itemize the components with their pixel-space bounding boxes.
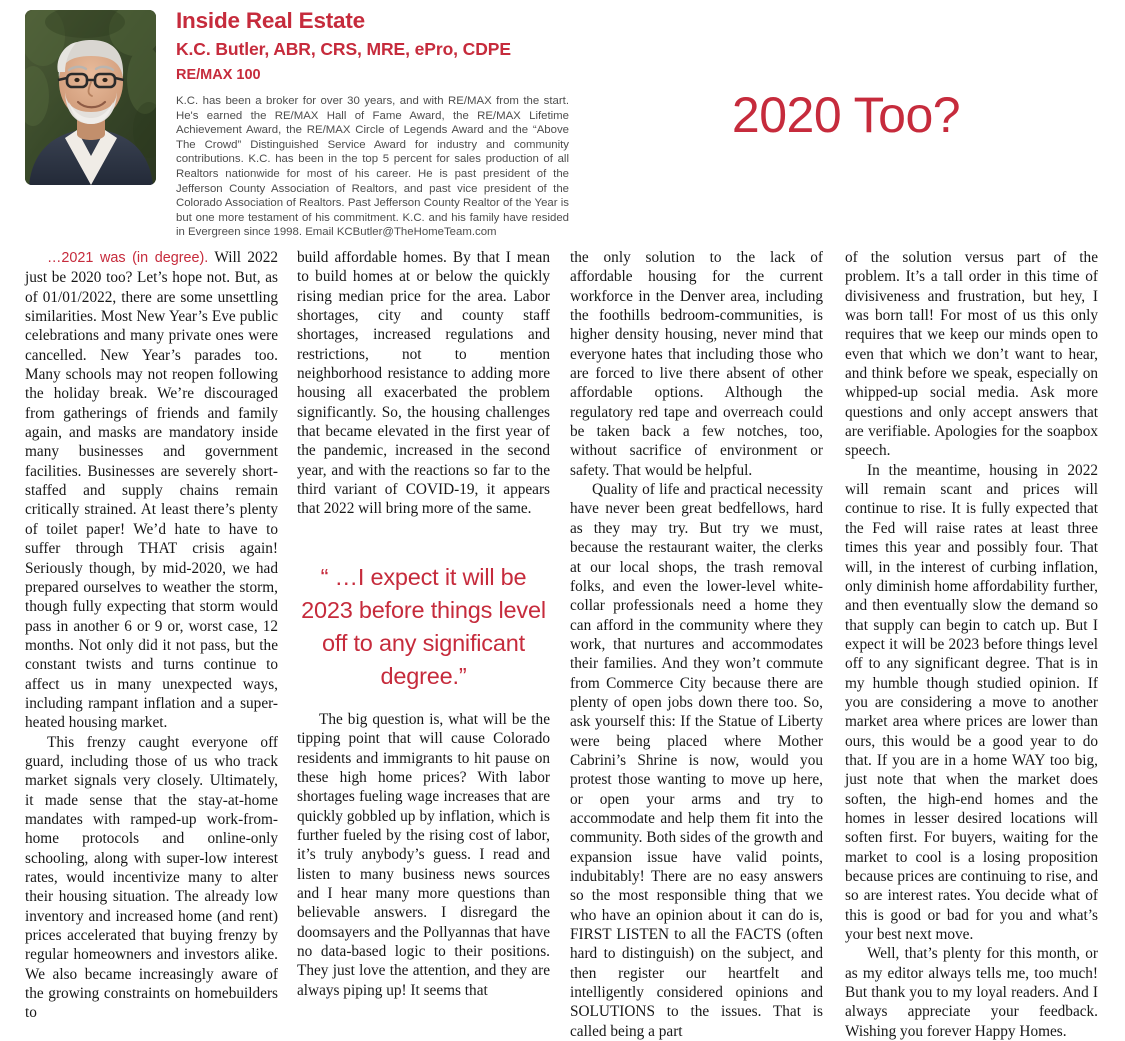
column-3 [570,248,823,1040]
column-4 [845,248,1098,1040]
lead-in-text: …2021 was (in degree). [47,250,209,266]
article-headline: 2020 Too? [731,87,961,143]
paragraph [25,248,278,733]
column-1 [25,248,278,1022]
pullquote-spacer-top [297,519,550,541]
paragraph-text: Will 2022 just be 2020 too? Let’s hope not. But, as of 01/01/2022, there are some unsettling similarities. Most New Year’s Eve public celebrations and many private ones were cancelled. New Year’s parades too. Many schools may not reopen following the holiday break. We’re discouraged from gatherings of friends and family again, and masks are mandatory inside many businesses and government facilities. Businesses are severely short-staffed and supply chains remain critically strained. At least there’s plenty of toilet paper! We’d hate to have to suffer through THAT crisis again! Seriously though, by mid-2020, we had prepared ourselves to weather the storm, though fully expecting that storm would pass in another 6 or 9 or, worst case, 12 months. Not only did it not pass, but the constant twists and turns continue to affect us in many unexpected ways, including rampant inflation and a super-heated housing market. [25,249,278,732]
brokerage-name: RE/MAX 100 [176,67,261,83]
agent-bio [176,94,569,240]
agent-bio-text: K.C. has been a broker for over 30 years, and with RE/MAX from the start. He's earned the RE/MAX Hall of Fame Award, the RE/MAX Lifetime Achievement Award, the RE/MAX Circle of Legends Award and the “Above The Crowd” Distinguished Service Award for industry and community contributions. K.C. has been in the top 5 percent for sales production of all Realtors nationwide for most of his career. He is past president of the Jefferson County Association of Realtors, and past vice president of the Colorado Association of Realtors. Past Jefferson County Realtor of the Year is but one more testament of his commitment. K.C. and his family have resided in Evergreen since 1998. [176,95,569,239]
paragraph: the only solution to the lack of affordable housing for the current workforce in the Denver area, including the foothills bedroom-communities, is higher density housing, never mind that everyone hates that including those who are forced to live there absent of other affordable options. Although the regulatory red tape and overreach could be taken back a few notches, too, without sacrifice of environment or safety. That would be helpful. [570,249,823,479]
agent-portrait [25,10,156,185]
agent-email-line[interactable]: Email KCButler@TheHomeTeam.com [305,226,497,239]
paragraph: Well, that’s plenty for this month, or as my editor always tells me, too much! But thank you to my loyal readers. And I always appreciate your feedback. Wishing you forever Happy Homes. [845,945,1098,1040]
paragraph: This frenzy caught everyone off guard, including those of us who track market signals very closely. Ultimately, it made sense that the stay-at-home mandates with ramped-up work-from-home protocols and online-only schooling, along with super-low interest rates, would incentivize many to alter their housing situation. The already low inventory and increased home (and rent) prices accelerated that buying frenzy by regular homeowners and investors alike. We also became increasingly aware of the growing constraints on homebuilders to [25,733,278,1022]
paragraph: The big question is, what will be the tipping point that will cause Colorado residents and immigrants to hit pause on these high home prices? With labor shortages fueling wage increases that are quickly gobbled up by inflation, which is further fueled by the rising cost of labor, it’s truly anybody’s guess. I read and listen to many business news sources and I hear many more questions than believable answers. I disregard the doomsayers and the Pollyannas that have no data-based logic to their positions. They just love the attention, and they are always piping up! It seems that [297,710,550,999]
pull-quote: “ …I expect it will be 2023 before things level off to any significant degree.” [301,563,546,689]
paragraph: In the meantime, housing in 2022 will remain scant and prices will continue to rise. It is fully expected that the Fed will raise rates at least three times this year and possibly four. That will, in the interest of curbing inflation, only diminish home affordability further, and then eventually slow the demand so that supply can begin to catch up. But I expect it will be 2023 before things level off to any significant degree. That is in my humble though studied opinion. If you are considering a move to another market area where prices are lower than ours, this would be a good year to do that. If you are in a home WAY too big, just note that when the market does soften, the high-end homes and the homes in lesser desired locations will soften first. For buyers, waiting for the market to cool is a losing proposition because prices are continuing to rise, and so are interest rates. You decide what of this is good or bad for you and what’s your best next move. [845,461,1098,944]
paragraph: build affordable homes. By that I mean to build homes at or below the quickly rising median price for the area. Labor shortages, city and county staff shortages, increased regulations and restrictions, not to mention neighborhood resistance to adding more housing all exacerbated the problem significantly. So, the housing challenges that became elevated in the first year of the pandemic, increased in the second year, and with the reactions so far to the third variant of COVID-19, it appears that 2022 will bring more of the same. [297,249,550,518]
agent-name: K.C. Butler, ABR, CRS, MRE, ePro, CDPE [176,39,511,59]
paragraph: Quality of life and practical necessity have never been great bedfellows, hard as they may try. But try we must, because the restaurant waiter, the clerks at our local shops, the trash removal folks, and even the lower-level white-collar professionals need a home they can afford in the community where they work, that nurtures and accommodates their families. And they won’t commute from Commerce City because there are plenty of open jobs down there too. So, ask yourself this: If the Statue of Liberty were being placed where Mother Cabrini’s Shrine is now, would you protest those wanting to move up here, or open your arms and try to accommodate and help them fit into the community. Both sides of the growth and expansion issue have valid points, indubitably! There are no easy answers so the most responsible thing that we who have an opinion about it can do is, FIRST LISTEN to all the FACTS (often hard to distinguish) on the subject, and then register our heartfelt and intelligently considered opinions and SOLUTIONS to the issues. That is called being a part [570,481,823,1040]
portrait-illustration [25,10,156,185]
byline-block [176,8,571,240]
masthead [0,0,1125,238]
column-2 [297,248,550,999]
publication-title: Inside Real Estate [176,8,365,33]
article-columns [25,248,1103,1040]
paragraph: of the solution versus part of the problem. It’s a tall order in this time of divisiveness and frustration, but hey, I was born tall! For most of us this only requires that we keep our minds open to even that which we don’t want to hear, and think before we speak, especially on whipped-up social media. Ask more questions and only accept answers that are verifiable. Apologies for the soapbox speech. [845,249,1098,460]
